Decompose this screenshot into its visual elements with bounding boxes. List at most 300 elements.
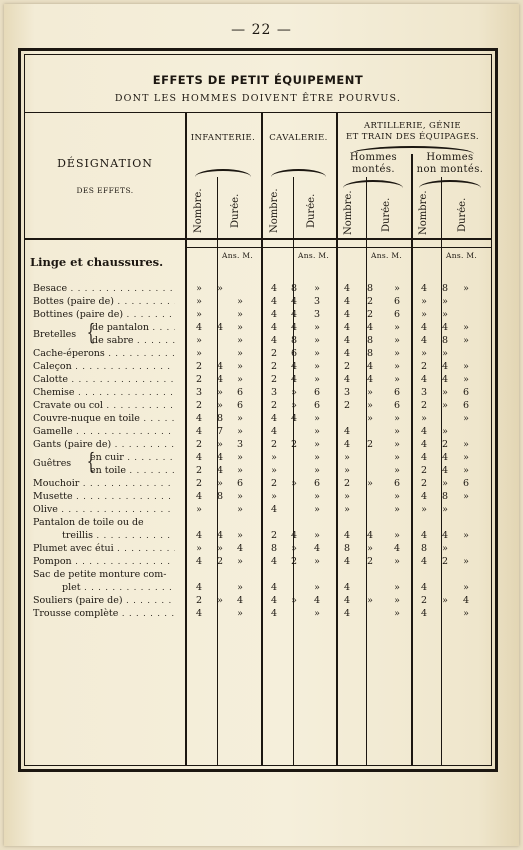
row-label: en cuir . . .: [90, 451, 175, 464]
table-cell: »: [463, 361, 469, 372]
table-row: [4, 490, 519, 503]
row-label: Olive . . .: [33, 503, 175, 516]
table-cell: »: [237, 530, 243, 541]
table-cell: »: [314, 361, 320, 372]
table-cell: 4: [195, 426, 203, 437]
table-cell: 2: [420, 595, 428, 606]
table-cell: »: [442, 595, 448, 606]
table-cell: 4: [420, 322, 428, 333]
table-cell: 4: [270, 309, 278, 320]
table-cell: 6: [393, 309, 401, 320]
table-cell: 4: [420, 335, 428, 346]
table-cell: »: [442, 504, 448, 515]
header-duree-1: Durée.: [230, 193, 241, 229]
brace-glyph: {: [86, 450, 96, 475]
table-cell: 2: [366, 309, 374, 320]
table-cell: 4: [290, 530, 298, 541]
table-cell: »: [196, 283, 202, 294]
row-label: treillis . . .: [62, 529, 175, 542]
table-cell: »: [314, 413, 320, 424]
table-cell: 4: [216, 361, 224, 372]
table-row: [4, 399, 519, 412]
table-cell: 4: [420, 491, 428, 502]
table-cell: »: [196, 335, 202, 346]
table-cell: »: [442, 400, 448, 411]
table-cell: 2: [195, 595, 203, 606]
table-row: [4, 438, 519, 451]
header-artillerie-2: ET TRAIN DES ÉQUIPAGES.: [345, 132, 479, 142]
table-cell: »: [271, 465, 277, 476]
table-cell: 8: [290, 283, 298, 294]
table-cell: 2: [366, 439, 374, 450]
table-cell: »: [421, 309, 427, 320]
table-cell: 4: [420, 439, 428, 450]
table-cell: 6: [236, 478, 244, 489]
table-cell: »: [237, 582, 243, 593]
table-cell: »: [196, 504, 202, 515]
table-cell: »: [394, 582, 400, 593]
table-cell: 4: [343, 283, 351, 294]
table-cell: »: [237, 608, 243, 619]
table-cell: »: [421, 348, 427, 359]
table-cell: »: [271, 491, 277, 502]
table-row: [4, 542, 519, 555]
group-label-guetres: Guêtres: [33, 458, 72, 469]
table-cell: »: [237, 504, 243, 515]
table-cell: »: [314, 556, 320, 567]
table-row: [4, 529, 519, 542]
table-cell: 6: [236, 387, 244, 398]
table-cell: 6: [313, 478, 321, 489]
table-cell: 4: [270, 426, 278, 437]
table-cell: »: [314, 426, 320, 437]
table-cell: »: [394, 530, 400, 541]
table-cell: »: [314, 530, 320, 541]
table-cell: »: [271, 452, 277, 463]
table-cell: 4: [216, 322, 224, 333]
table-cell: »: [394, 595, 400, 606]
row-label: Trousse complète . . .: [33, 607, 175, 620]
table-cell: 8: [441, 491, 449, 502]
table-row: [4, 282, 519, 295]
table-cell: »: [463, 283, 469, 294]
table-cell: 2: [441, 439, 449, 450]
table-cell: 8: [343, 543, 351, 554]
table-cell: 4: [343, 335, 351, 346]
table-cell: 2: [270, 361, 278, 372]
table-row: [4, 464, 519, 477]
table-cell: 2: [195, 361, 203, 372]
table-cell: »: [394, 504, 400, 515]
table-cell: 4: [290, 413, 298, 424]
table-cell: »: [367, 413, 373, 424]
table-cell: 4: [195, 491, 203, 502]
table-cell: »: [394, 374, 400, 385]
table-cell: 8: [290, 335, 298, 346]
table-cell: 4: [313, 595, 321, 606]
table-cell: »: [237, 309, 243, 320]
row-label: Besace . . .: [33, 282, 175, 295]
table-cell: 4: [270, 413, 278, 424]
table-cell: »: [314, 335, 320, 346]
table-cell: 6: [393, 400, 401, 411]
table-cell: »: [394, 283, 400, 294]
table-cell: 4: [216, 530, 224, 541]
table-row: [4, 412, 519, 425]
table-cell: 4: [441, 361, 449, 372]
header-hommes-montes: Hommes montés.: [349, 152, 398, 175]
table-cell: »: [344, 504, 350, 515]
table-cell: 2: [420, 478, 428, 489]
table-row: [4, 581, 519, 594]
table-cell: 4: [343, 348, 351, 359]
table-cell: 2: [270, 530, 278, 541]
row-label: plet . . .: [62, 581, 175, 594]
header-nombre-2: Nombre.: [269, 188, 280, 233]
header-duree-2: Durée.: [306, 193, 317, 229]
table-row: [4, 321, 519, 334]
table-cell: 4: [343, 582, 351, 593]
table-cell: »: [237, 322, 243, 333]
table-cell: 8: [270, 543, 278, 554]
table-cell: 4: [270, 296, 278, 307]
row-label: Couvre-nuque en toile . . .: [33, 412, 175, 425]
row-label: de sabre . . .: [92, 334, 175, 347]
table-cell: 2: [420, 400, 428, 411]
table-cell: 4: [343, 309, 351, 320]
rule-under-title: [25, 112, 491, 113]
table-cell: 6: [462, 478, 470, 489]
table-cell: 4: [195, 608, 203, 619]
row-label: Calotte . . .: [33, 373, 175, 386]
table-cell: 4: [441, 452, 449, 463]
table-cell: »: [314, 491, 320, 502]
table-cell: 6: [393, 478, 401, 489]
header-duree-4: Durée.: [457, 197, 468, 233]
table-cell: 8: [216, 491, 224, 502]
table-cell: »: [367, 387, 373, 398]
table-cell: »: [217, 478, 223, 489]
row-label: Bottes (paire de) . . .: [33, 295, 175, 308]
table-cell: 3: [195, 387, 203, 398]
table-row: [4, 347, 519, 360]
table-row: [4, 334, 519, 347]
table-cell: »: [237, 465, 243, 476]
row-label: Plumet avec étui . . .: [33, 542, 175, 555]
table-cell: »: [314, 348, 320, 359]
units-4: Ans. M.: [446, 251, 478, 260]
table-cell: »: [394, 413, 400, 424]
table-cell: »: [463, 491, 469, 502]
table-row: [4, 451, 519, 464]
table-cell: »: [394, 491, 400, 502]
table-cell: 6: [393, 296, 401, 307]
header-des-effets: DES EFFETS.: [76, 186, 134, 195]
table-cell: »: [314, 283, 320, 294]
table-cell: 4: [216, 465, 224, 476]
header-infanterie: INFANTERIE.: [190, 133, 256, 143]
table-title: EFFETS DE PETIT ÉQUIPEMENT: [152, 73, 364, 87]
row-label: Cravate ou col . . .: [33, 399, 175, 412]
table-cell: 3: [343, 387, 351, 398]
table-cell: »: [237, 452, 243, 463]
header-nombre-3: Nombre.: [343, 190, 354, 235]
table-cell: 4: [270, 595, 278, 606]
table-cell: »: [463, 322, 469, 333]
table-cell: »: [344, 452, 350, 463]
table-cell: 4: [343, 608, 351, 619]
table-cell: »: [442, 296, 448, 307]
row-label: Gamelle . . .: [33, 425, 175, 438]
header-cavalerie: CAVALERIE.: [269, 133, 328, 143]
row-label: Cache-éperons . . .: [33, 347, 175, 360]
header-swash-infanterie: [195, 169, 251, 177]
table-cell: 6: [313, 387, 321, 398]
units-1: Ans. M.: [222, 251, 254, 260]
table-cell: »: [217, 543, 223, 554]
table-cell: 6: [313, 400, 321, 411]
table-cell: »: [314, 465, 320, 476]
table-cell: »: [314, 322, 320, 333]
brace-glyph: {: [86, 321, 96, 346]
table-row: [4, 360, 519, 373]
row-label: de pantalon . . .: [92, 321, 175, 334]
header-swash-cavalerie: [271, 169, 326, 177]
table-cell: »: [394, 335, 400, 346]
table-cell: 4: [290, 296, 298, 307]
table-cell: 2: [195, 465, 203, 476]
header-hommes-non-montes: Hommes non montés.: [416, 152, 484, 175]
table-cell: »: [196, 309, 202, 320]
table-cell: 4: [195, 413, 203, 424]
table-row: [4, 594, 519, 607]
table-cell: 2: [270, 478, 278, 489]
header-designation: DÉSIGNATION: [57, 157, 153, 170]
table-cell: »: [463, 452, 469, 463]
table-row: [4, 568, 519, 581]
table-cell: 8: [441, 335, 449, 346]
row-label: Pantalon de toile ou de: [33, 517, 144, 528]
table-cell: 4: [441, 374, 449, 385]
table-cell: 4: [216, 452, 224, 463]
table-cell: 4: [343, 439, 351, 450]
table-cell: »: [237, 491, 243, 502]
table-cell: »: [291, 478, 297, 489]
table-cell: »: [367, 543, 373, 554]
table-subtitle: DONT LES HOMMES DOIVENT ÊTRE POURVUS.: [114, 93, 402, 104]
table-cell: 2: [270, 400, 278, 411]
row-label: Chemise . . .: [33, 386, 175, 399]
rule-under-units: [185, 247, 491, 248]
table-cell: »: [217, 283, 223, 294]
table-cell: 4: [366, 530, 374, 541]
table-cell: 4: [441, 530, 449, 541]
table-cell: 4: [343, 374, 351, 385]
table-cell: 4: [420, 426, 428, 437]
table-cell: »: [344, 465, 350, 476]
table-cell: 4: [420, 452, 428, 463]
header-swash-montes: [343, 180, 403, 188]
table-cell: 3: [313, 309, 321, 320]
table-cell: 2: [290, 439, 298, 450]
table-cell: 2: [366, 556, 374, 567]
table-cell: »: [217, 595, 223, 606]
table-row: [4, 295, 519, 308]
table-cell: 8: [420, 543, 428, 554]
table-cell: »: [291, 387, 297, 398]
table-cell: 4: [270, 322, 278, 333]
units-2: Ans. M.: [298, 251, 330, 260]
group-label-bretelles: Bretelles: [33, 329, 77, 340]
table-cell: 4: [343, 556, 351, 567]
table-cell: 4: [420, 374, 428, 385]
table-cell: 2: [195, 400, 203, 411]
table-cell: »: [442, 387, 448, 398]
table-cell: 4: [366, 361, 374, 372]
table-cell: 8: [366, 348, 374, 359]
header-artillerie-1: ARTILLERIE, GÉNIE: [363, 121, 462, 131]
table-cell: »: [463, 413, 469, 424]
table-cell: 4: [270, 582, 278, 593]
table-cell: »: [237, 348, 243, 359]
table-cell: »: [463, 335, 469, 346]
table-cell: 2: [195, 439, 203, 450]
row-label: Caleçon . . .: [33, 360, 175, 373]
table-row: [4, 425, 519, 438]
table-cell: 4: [270, 504, 278, 515]
table-cell: 2: [441, 556, 449, 567]
table-cell: »: [344, 491, 350, 502]
table-cell: »: [217, 400, 223, 411]
table-cell: 2: [270, 348, 278, 359]
table-cell: 4: [270, 608, 278, 619]
table-cell: 4: [420, 608, 428, 619]
row-label: Pompon . . .: [33, 555, 175, 568]
table-cell: 2: [195, 478, 203, 489]
table-cell: »: [421, 504, 427, 515]
table-cell: 6: [393, 387, 401, 398]
table-cell: »: [367, 400, 373, 411]
table-cell: »: [394, 361, 400, 372]
table-cell: 4: [195, 530, 203, 541]
table-cell: »: [421, 413, 427, 424]
table-cell: 4: [236, 543, 244, 554]
table-cell: »: [463, 465, 469, 476]
table-cell: 4: [343, 426, 351, 437]
table-cell: 4: [270, 556, 278, 567]
table-cell: »: [237, 426, 243, 437]
table-cell: »: [463, 439, 469, 450]
row-label: Souliers (paire de) . . .: [33, 594, 175, 607]
table-cell: 2: [343, 478, 351, 489]
table-cell: »: [237, 361, 243, 372]
table-cell: 2: [343, 361, 351, 372]
table-cell: 4: [441, 465, 449, 476]
page: [4, 4, 519, 846]
table-row: [4, 386, 519, 399]
table-cell: »: [394, 348, 400, 359]
table-row: [4, 503, 519, 516]
table-cell: 6: [462, 387, 470, 398]
table-cell: 4: [366, 322, 374, 333]
table-cell: »: [217, 387, 223, 398]
table-cell: 4: [195, 556, 203, 567]
table-cell: 8: [366, 283, 374, 294]
table-cell: 4: [441, 322, 449, 333]
header-nombre-4: Nombre.: [418, 190, 429, 235]
table-cell: 4: [462, 595, 470, 606]
table-cell: 4: [290, 374, 298, 385]
table-cell: »: [314, 374, 320, 385]
table-cell: »: [217, 439, 223, 450]
table-cell: 4: [393, 543, 401, 554]
table-cell: 3: [270, 387, 278, 398]
table-cell: »: [314, 452, 320, 463]
row-label: Gants (paire de) . . .: [33, 438, 175, 451]
table-cell: 2: [290, 556, 298, 567]
table-cell: 2: [270, 374, 278, 385]
row-label: Musette . . .: [33, 490, 175, 503]
header-nombre-1: Nombre.: [193, 188, 204, 233]
table-cell: 6: [290, 348, 298, 359]
table-cell: »: [421, 296, 427, 307]
table-cell: 4: [420, 582, 428, 593]
row-label: en toile . . .: [90, 464, 175, 477]
table-cell: »: [394, 452, 400, 463]
table-cell: 3: [313, 296, 321, 307]
table-cell: 2: [366, 296, 374, 307]
table-row: [4, 373, 519, 386]
row-label: Mouchoir . . .: [33, 477, 175, 490]
table-cell: »: [314, 504, 320, 515]
table-cell: 8: [216, 413, 224, 424]
table-cell: »: [394, 426, 400, 437]
table-cell: 4: [343, 296, 351, 307]
table-cell: 8: [366, 335, 374, 346]
table-row: [4, 308, 519, 321]
table-cell: 4: [195, 322, 203, 333]
table-cell: »: [237, 296, 243, 307]
table-cell: 2: [216, 556, 224, 567]
table-cell: 3: [420, 387, 428, 398]
table-cell: 6: [236, 400, 244, 411]
table-cell: 4: [343, 530, 351, 541]
table-cell: 2: [420, 465, 428, 476]
header-duree-3: Durée.: [381, 197, 392, 233]
table-cell: »: [442, 309, 448, 320]
table-row: [4, 607, 519, 620]
table-cell: »: [367, 478, 373, 489]
table-cell: 7: [216, 426, 224, 437]
row-label: Bottines (paire de) . . .: [33, 308, 175, 321]
table-cell: »: [196, 543, 202, 554]
table-cell: »: [442, 426, 448, 437]
table-cell: 4: [236, 595, 244, 606]
table-cell: »: [394, 322, 400, 333]
table-cell: 4: [420, 530, 428, 541]
header-swash-non-montes: [419, 180, 481, 188]
page-number: — 22 —: [231, 22, 292, 38]
table-cell: »: [394, 465, 400, 476]
table-cell: »: [463, 530, 469, 541]
table-cell: »: [463, 556, 469, 567]
table-cell: »: [237, 413, 243, 424]
table-cell: 4: [290, 361, 298, 372]
table-cell: 4: [343, 322, 351, 333]
table-cell: 8: [441, 283, 449, 294]
table-cell: 3: [236, 439, 244, 450]
table-cell: »: [196, 296, 202, 307]
